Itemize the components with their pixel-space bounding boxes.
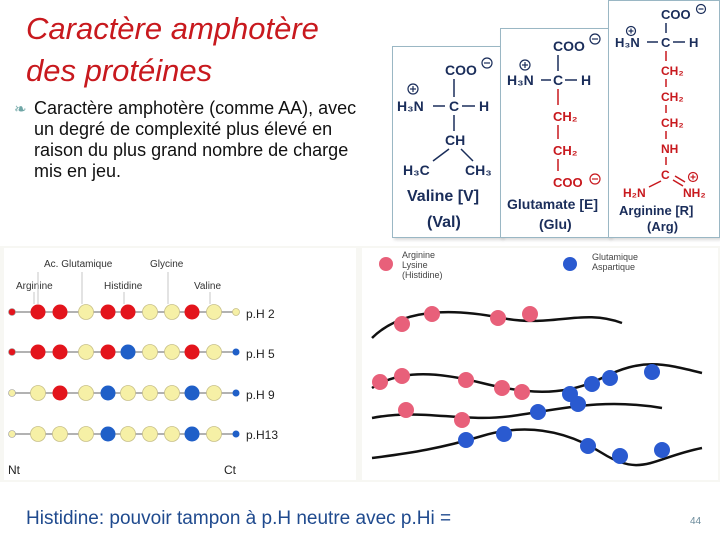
bead-red	[53, 386, 68, 401]
bead-rows	[9, 305, 240, 442]
valine-structure	[393, 47, 501, 237]
bead-red	[31, 345, 46, 360]
ph-beads-panel	[4, 248, 356, 480]
label-arginine: Arginine	[16, 281, 53, 292]
ph-beads-diagram	[4, 248, 356, 480]
valine-h3c: H₃C	[403, 162, 430, 178]
arginine-h: H	[689, 35, 699, 50]
bead-yellow	[165, 345, 180, 360]
valine-structure-card	[392, 46, 502, 238]
bead-blue	[233, 390, 240, 397]
bead-blue	[121, 345, 136, 360]
bead-red	[185, 305, 200, 320]
bead-blue	[233, 431, 240, 438]
arginine-structure	[609, 1, 719, 237]
chain-ph13-beads	[458, 426, 670, 464]
ph-label-9: p.H 9	[246, 388, 275, 402]
ct-label: Ct	[224, 463, 236, 477]
glutamate-ch2-a: CH₂	[553, 109, 578, 124]
bead-red	[53, 345, 68, 360]
valine-abbr: (Val)	[427, 214, 461, 231]
valine-h: H	[479, 98, 490, 114]
label-glycine: Glycine	[150, 259, 184, 270]
bead-yellow	[143, 427, 158, 442]
glutamate-c: C	[553, 72, 564, 88]
bead-yellow	[207, 427, 222, 442]
arginine-ch2-c: CH₂	[661, 116, 684, 130]
conformation-diagram	[362, 248, 718, 480]
valine-h3n: H₃N	[397, 98, 424, 114]
arginine-ch2-a: CH₂	[661, 64, 684, 78]
arginine-ch2-b: CH₂	[661, 90, 684, 104]
legend-histidine: (Histidine)	[402, 270, 443, 280]
ph-label-5: p.H 5	[246, 347, 275, 361]
bead-yellow	[121, 386, 136, 401]
arginine-structure-card	[608, 0, 720, 238]
label-ac-glutamique: Ac. Glutamique	[44, 259, 113, 270]
glutamate-abbr: (Glu)	[539, 216, 572, 232]
bead-yellow	[121, 427, 136, 442]
bead-blue	[185, 427, 200, 442]
bead-blue	[101, 386, 116, 401]
bead-red	[185, 345, 200, 360]
bead-yellow	[79, 427, 94, 442]
arginine-nh2: NH₂	[683, 186, 706, 200]
bullet-icon: ❧	[14, 101, 27, 118]
page-number: 44	[690, 516, 702, 527]
bead-yellow	[143, 305, 158, 320]
arginine-c: C	[661, 35, 671, 50]
bead-yellow	[207, 305, 222, 320]
slide-title	[26, 8, 396, 92]
legend-blue-dot	[563, 257, 577, 271]
bead-yellow	[31, 386, 46, 401]
bullet-text: Caractère amphotère (comme AA), avec un degré de complexité plus élevé en raison du plus grand nombre de charge mis en jeu.	[34, 98, 357, 181]
valine-name: Valine [V]	[407, 188, 480, 205]
legend-pink-dot	[379, 257, 393, 271]
chain-ph9-beads	[398, 396, 586, 428]
valine-ch: CH	[445, 132, 466, 148]
bead-nt-end	[9, 390, 16, 397]
glutamate-name: Glutamate [E]	[507, 196, 599, 212]
bead-yellow	[233, 309, 240, 316]
legend-glutamique: Glutamique	[592, 252, 639, 262]
bead-blue	[185, 386, 200, 401]
title-line-2: des protéines	[26, 53, 213, 88]
glutamate-h: H	[581, 72, 592, 88]
bead-red	[31, 305, 46, 320]
bead-red	[53, 305, 68, 320]
bead-blue	[233, 349, 240, 356]
legend-aspartique: Aspartique	[592, 262, 636, 272]
arginine-c-side: C	[661, 168, 670, 182]
conformation-panel	[362, 248, 718, 480]
ph-label-13: p.H13	[246, 428, 279, 442]
valine-coo: COO	[445, 62, 477, 78]
chain-ph5-beads	[372, 364, 660, 402]
arginine-coo: COO	[661, 7, 691, 22]
bead-yellow	[79, 345, 94, 360]
bead-yellow	[143, 345, 158, 360]
glutamate-coo-side: COO	[553, 175, 583, 190]
bead-yellow	[165, 427, 180, 442]
footer-text: Histidine: pouvoir tampon à p.H neutre avec p.Hi =	[26, 508, 452, 529]
bead-yellow	[165, 386, 180, 401]
bead-blue	[101, 427, 116, 442]
bead-red	[121, 305, 136, 320]
bead-yellow	[165, 305, 180, 320]
valine-c: C	[449, 98, 460, 114]
arginine-h3n: H₃N	[615, 35, 640, 50]
nt-label: Nt	[8, 463, 20, 477]
legend-arginine: Arginine	[402, 250, 436, 260]
label-histidine: Histidine	[104, 281, 143, 292]
glutamate-ch2-b: CH₂	[553, 143, 578, 158]
bead-red	[101, 305, 116, 320]
bullet-item	[14, 98, 364, 182]
arginine-h2n: H₂N	[623, 186, 646, 200]
title-line-1: Caractère amphotère	[26, 11, 319, 46]
bead-yellow	[31, 427, 46, 442]
bead-yellow	[143, 386, 158, 401]
bead-red	[101, 345, 116, 360]
bead-yellow	[79, 386, 94, 401]
arginine-name: Arginine [R]	[619, 203, 694, 218]
glutamate-coo: COO	[553, 38, 585, 54]
ph-label-2: p.H 2	[246, 307, 275, 321]
chain-ph13	[372, 429, 702, 465]
glutamate-structure	[501, 29, 609, 237]
legend-lysine: Lysine	[402, 260, 428, 270]
bead-nt-end	[9, 431, 16, 438]
arginine-abbr: (Arg)	[647, 219, 679, 234]
bead-nt-end	[9, 309, 16, 316]
bead-yellow	[79, 305, 94, 320]
glutamate-h3n: H₃N	[507, 72, 534, 88]
bead-yellow	[207, 386, 222, 401]
bead-yellow	[53, 427, 68, 442]
label-valine: Valine	[194, 281, 222, 292]
valine-ch3: CH₃	[465, 162, 492, 178]
arginine-nh: NH	[661, 142, 679, 156]
bead-nt-end	[9, 349, 16, 356]
glutamate-structure-card	[500, 28, 610, 238]
bead-yellow	[207, 345, 222, 360]
chain-ph9	[372, 404, 662, 418]
